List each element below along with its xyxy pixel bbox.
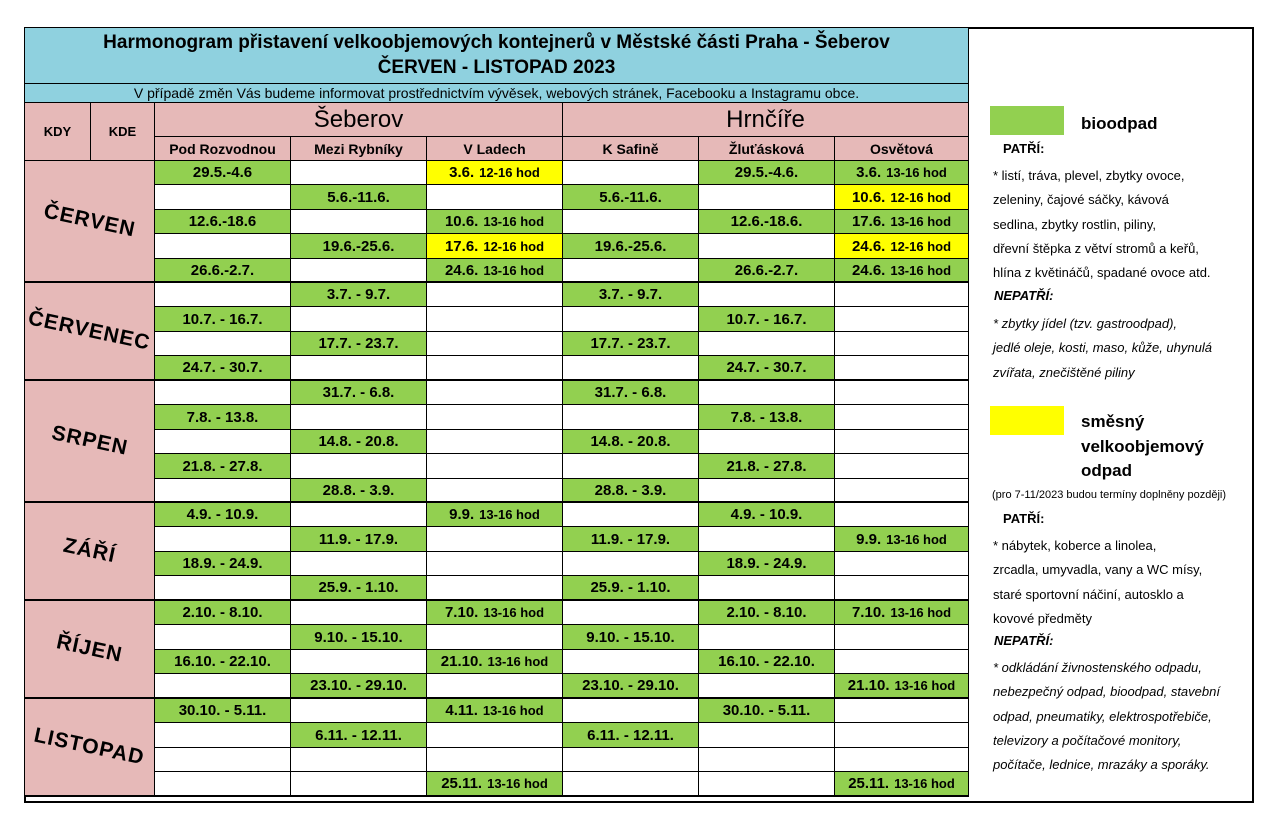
date-cell — [699, 161, 835, 185]
time-text: 13-16 hod — [886, 531, 947, 547]
date-cell — [563, 748, 699, 772]
date-cell — [155, 503, 291, 527]
date-cell — [835, 552, 969, 576]
date-cell — [155, 552, 291, 576]
date-text: 4.11. — [445, 702, 478, 719]
time-text: 13-16 hod — [890, 605, 952, 620]
date-text: 17.7. - 23.7. — [318, 335, 399, 352]
date-cell — [563, 210, 699, 234]
date-text: 18.9. - 24.9. — [182, 555, 263, 572]
date-cell — [699, 210, 835, 234]
date-cell — [291, 161, 427, 185]
date-cell — [699, 699, 835, 723]
date-text: 5.6.-11.6. — [327, 188, 390, 206]
time-text: 13-16 hod — [890, 262, 952, 278]
month-name: SRPEN — [49, 421, 130, 460]
date-cell — [563, 699, 699, 723]
legend-text-line: * listí, tráva, plevel, zbytky ovoce, — [993, 168, 1185, 183]
date-text: 9.10. - 15.10. — [314, 628, 403, 646]
date-cell — [427, 381, 563, 405]
date-cell — [563, 185, 699, 210]
date-cell — [155, 723, 291, 748]
date-cell — [563, 650, 699, 674]
date-text: 3.6. — [856, 164, 882, 181]
month-name: ŘÍJEN — [54, 630, 125, 667]
column-header: Žluťásková — [699, 137, 835, 161]
date-cell — [427, 479, 563, 503]
date-cell — [835, 699, 969, 723]
date-cell — [427, 307, 563, 332]
date-cell — [291, 674, 427, 699]
month-name: ČERVEN — [41, 199, 138, 242]
date-cell — [563, 772, 699, 797]
date-text: 17.7. - 23.7. — [590, 335, 671, 352]
month-label — [25, 699, 155, 797]
date-text: 16.10. - 22.10. — [174, 653, 271, 670]
date-text: 26.6.-2.7. — [734, 261, 799, 279]
time-text: 13-16 hod — [886, 165, 947, 180]
bio-title: bioodpad — [1081, 114, 1158, 133]
date-cell — [563, 307, 699, 332]
date-cell — [563, 723, 699, 748]
date-cell — [155, 625, 291, 650]
date-cell — [427, 161, 563, 185]
date-cell — [835, 479, 969, 503]
date-text: 10.6. — [851, 188, 886, 206]
mixed-not-label: NEPATŘÍ: — [994, 633, 1054, 648]
date-cell — [563, 601, 699, 625]
date-cell — [563, 234, 699, 259]
time-text: 13-16 hod — [483, 214, 545, 229]
date-cell — [563, 625, 699, 650]
date-cell — [835, 454, 969, 479]
date-cell — [835, 674, 969, 699]
time-text: 12-16 hod — [483, 238, 545, 254]
date-cell — [427, 527, 563, 552]
date-text: 30.10. - 5.11. — [722, 702, 811, 719]
legend-text-line: sedlina, zbytky rostlin, piliny, — [993, 216, 1157, 232]
time-text: 13-16 hod — [483, 605, 545, 620]
legend-text-line: televizory a počítačové monitory, — [993, 732, 1182, 748]
time-text: 12-16 hod — [479, 165, 540, 180]
header-kdy: KDY — [25, 103, 91, 161]
month-name: ČERVENEC — [26, 306, 153, 355]
date-cell — [291, 650, 427, 674]
time-text: 13-16 hod — [479, 507, 540, 522]
date-cell — [427, 405, 563, 430]
date-text: 3.7. - 9.7. — [326, 286, 391, 303]
date-cell — [835, 185, 969, 210]
date-text: 23.10. - 29.10. — [582, 677, 679, 694]
date-cell — [291, 503, 427, 527]
date-cell — [427, 699, 563, 723]
date-cell — [699, 185, 835, 210]
date-text: 10.6. — [444, 213, 479, 230]
date-text: 24.6. — [851, 261, 886, 279]
date-text: 7.10. — [851, 604, 886, 621]
date-cell — [155, 356, 291, 381]
date-cell — [291, 185, 427, 210]
month-label — [25, 381, 155, 503]
date-cell — [155, 576, 291, 601]
time-text: 12-16 hod — [890, 189, 952, 205]
date-cell — [563, 332, 699, 356]
date-cell — [699, 723, 835, 748]
date-cell — [835, 234, 969, 259]
date-text: 21.8. - 27.8. — [182, 457, 263, 475]
month-label — [25, 601, 155, 699]
date-cell — [427, 454, 563, 479]
date-cell — [155, 454, 291, 479]
month-name: ZÁŘÍ — [61, 533, 118, 568]
date-text: 29.5.-4.6 — [192, 164, 253, 181]
legend-text-line: hlína z květináčů, spadané ovoce atd. — [993, 265, 1211, 281]
date-cell — [291, 723, 427, 748]
date-cell — [155, 650, 291, 674]
legend-text-line: dřevní štěpka z větví stromů a keřů, — [993, 240, 1199, 256]
legend-text-line: zeleniny, čajové sáčky, kávová — [993, 192, 1169, 208]
date-cell — [427, 259, 563, 283]
date-text: 3.7. - 9.7. — [598, 286, 663, 303]
date-cell — [563, 405, 699, 430]
date-text: 7.8. - 13.8. — [186, 408, 259, 426]
date-text: 31.7. - 6.8. — [322, 384, 395, 401]
date-cell — [291, 210, 427, 234]
date-cell — [699, 674, 835, 699]
date-cell — [291, 430, 427, 454]
date-text: 11.9. - 17.9. — [318, 530, 399, 548]
month-label — [25, 161, 155, 283]
date-cell — [291, 234, 427, 259]
date-cell — [699, 772, 835, 797]
date-text: 14.8. - 20.8. — [318, 433, 399, 450]
date-cell — [291, 552, 427, 576]
date-cell — [699, 283, 835, 307]
column-header: Osvětová — [835, 137, 969, 161]
date-cell — [155, 210, 291, 234]
column-header: Mezi Rybníky — [291, 137, 427, 161]
date-text: 7.8. - 13.8. — [730, 408, 803, 426]
date-cell — [155, 283, 291, 307]
time-text: 13-16 hod — [890, 214, 952, 229]
date-cell — [427, 283, 563, 307]
legend-text-line: odpad, pneumatiky, elektrospotřebiče, — [993, 708, 1212, 724]
date-cell — [427, 576, 563, 601]
date-text: 9.9. — [449, 506, 475, 523]
time-text: 13-16 hod — [483, 262, 545, 278]
date-text: 21.10. — [847, 677, 890, 694]
date-cell — [699, 430, 835, 454]
legend-text-line: * zbytky jídel (tzv. gastroodpad), — [993, 316, 1178, 331]
date-text: 25.11. — [848, 775, 890, 792]
date-cell — [155, 405, 291, 430]
date-text: 30.10. - 5.11. — [178, 702, 267, 719]
date-cell — [291, 381, 427, 405]
date-text: 12.6.-18.6. — [730, 213, 803, 230]
date-cell — [563, 576, 699, 601]
date-cell — [563, 479, 699, 503]
date-cell — [155, 674, 291, 699]
date-cell — [291, 332, 427, 356]
legend-text-line: kovové předměty — [993, 610, 1092, 626]
date-cell — [699, 307, 835, 332]
date-text: 28.8. - 3.9. — [594, 481, 667, 499]
time-text: 13-16 hod — [487, 654, 549, 669]
time-text: 13-16 hod — [482, 703, 544, 718]
date-cell — [699, 601, 835, 625]
group-header-seberov: Šeberov — [155, 103, 563, 137]
date-cell — [291, 479, 427, 503]
notice: V případě změn Vás budeme informovat prostřednictvím vývěsek, webových stránek, Facebooku a Instagramu obce. — [25, 84, 969, 103]
date-cell — [291, 283, 427, 307]
date-cell — [563, 430, 699, 454]
legend-text-line: zrcadla, umyvadla, vany a WC mísy, — [993, 562, 1203, 578]
date-text: 10.7. - 16.7. — [182, 310, 263, 328]
date-cell — [835, 625, 969, 650]
month-label — [25, 283, 155, 381]
date-text: 9.10. - 15.10. — [586, 628, 675, 646]
date-cell — [563, 259, 699, 283]
date-cell — [835, 503, 969, 527]
date-cell — [291, 576, 427, 601]
date-cell — [699, 650, 835, 674]
date-text: 18.9. - 24.9. — [726, 555, 807, 572]
date-cell — [427, 332, 563, 356]
legend-text-line: zvířata, znečištěné piliny — [993, 364, 1135, 380]
date-cell — [291, 259, 427, 283]
date-cell — [427, 723, 563, 748]
date-cell — [699, 356, 835, 381]
legend-text-line: * odkládání živnostenského odpadu, — [993, 660, 1202, 675]
date-cell — [835, 161, 969, 185]
date-cell — [835, 748, 969, 772]
date-text: 24.7. - 30.7. — [726, 359, 807, 376]
date-cell — [835, 527, 969, 552]
date-cell — [155, 185, 291, 210]
date-cell — [835, 356, 969, 381]
legend-text-line: * nábytek, koberce a linolea, — [993, 538, 1157, 553]
date-cell — [427, 234, 563, 259]
date-cell — [563, 356, 699, 381]
date-cell — [427, 185, 563, 210]
date-cell — [835, 576, 969, 601]
date-text: 26.6.-2.7. — [190, 261, 255, 279]
mixed-swatch — [990, 406, 1064, 435]
date-text: 11.9. - 17.9. — [590, 530, 671, 548]
date-cell — [835, 381, 969, 405]
date-cell — [563, 552, 699, 576]
date-text: 6.11. - 12.11. — [315, 726, 402, 744]
date-text: 6.11. - 12.11. — [587, 726, 674, 744]
time-text: 13-16 hod — [487, 776, 548, 791]
date-text: 21.10. — [440, 653, 483, 670]
date-cell — [155, 161, 291, 185]
date-cell — [835, 601, 969, 625]
date-cell — [155, 699, 291, 723]
date-text: 12.6.-18.6 — [188, 213, 257, 230]
column-header: Pod Rozvodnou — [155, 137, 291, 161]
date-cell — [699, 479, 835, 503]
date-cell — [563, 161, 699, 185]
date-text: 3.6. — [449, 164, 475, 181]
date-text: 19.6.-25.6. — [594, 237, 667, 255]
date-text: 5.6.-11.6. — [599, 188, 662, 206]
date-text: 24.6. — [851, 237, 886, 255]
legend-text-line: staré sportovní náčiní, autosklo a — [993, 586, 1184, 602]
date-text: 10.7. - 16.7. — [726, 310, 807, 328]
date-cell — [291, 454, 427, 479]
date-cell — [699, 748, 835, 772]
date-cell — [563, 381, 699, 405]
date-cell — [835, 772, 969, 797]
date-cell — [427, 356, 563, 381]
date-text: 25.9. - 1.10. — [590, 579, 671, 596]
date-cell — [699, 332, 835, 356]
date-cell — [291, 601, 427, 625]
date-cell — [835, 650, 969, 674]
date-text: 29.5.-4.6. — [734, 164, 799, 181]
date-cell — [835, 259, 969, 283]
date-cell — [291, 405, 427, 430]
date-cell — [155, 748, 291, 772]
date-text: 9.9. — [856, 530, 882, 548]
time-text: 13-16 hod — [894, 678, 956, 693]
mixed-belongs-label: PATŘÍ: — [1003, 511, 1045, 526]
date-text: 24.7. - 30.7. — [182, 359, 263, 376]
date-cell — [427, 430, 563, 454]
legend-text-line: počítače, lednice, mrazáky a sporáky. — [993, 757, 1210, 773]
date-cell — [155, 307, 291, 332]
bio-not-label: NEPATŘÍ: — [994, 288, 1054, 303]
date-cell — [563, 503, 699, 527]
page-title: Harmonogram přistavení velkoobjemových kontejnerů v Městské části Praha - Šeberov ČERVEN - LISTOPAD 2023 — [25, 28, 969, 84]
date-cell — [291, 748, 427, 772]
date-cell — [155, 381, 291, 405]
date-cell — [155, 234, 291, 259]
date-text: 25.11. — [441, 775, 483, 792]
date-cell — [427, 503, 563, 527]
bio-swatch — [990, 106, 1064, 135]
date-cell — [563, 527, 699, 552]
date-cell — [155, 430, 291, 454]
date-cell — [699, 625, 835, 650]
date-cell — [155, 332, 291, 356]
mixed-title-2: velkoobjemový — [1081, 437, 1204, 456]
date-cell — [563, 674, 699, 699]
date-text: 17.6. — [851, 213, 886, 230]
date-cell — [155, 601, 291, 625]
date-cell — [699, 234, 835, 259]
date-cell — [291, 307, 427, 332]
date-cell — [699, 454, 835, 479]
date-text: 23.10. - 29.10. — [310, 677, 407, 694]
date-cell — [427, 210, 563, 234]
mixed-title-1: směsný — [1081, 412, 1145, 431]
date-text: 4.9. - 10.9. — [186, 506, 259, 523]
time-text: 13-16 hod — [894, 776, 955, 791]
date-cell — [427, 772, 563, 797]
group-header-hrncire: Hrnčíře — [563, 103, 969, 137]
date-cell — [835, 307, 969, 332]
date-cell — [155, 479, 291, 503]
date-text: 25.9. - 1.10. — [318, 579, 399, 596]
date-text: 7.10. — [444, 604, 479, 621]
date-cell — [427, 674, 563, 699]
date-cell — [835, 723, 969, 748]
date-text: 4.9. - 10.9. — [730, 506, 803, 523]
date-cell — [835, 405, 969, 430]
date-cell — [155, 259, 291, 283]
date-cell — [563, 454, 699, 479]
date-cell — [291, 356, 427, 381]
date-text: 2.10. - 8.10. — [726, 604, 807, 621]
column-header: K Safině — [563, 137, 699, 161]
date-cell — [699, 527, 835, 552]
month-name: LISTOPAD — [32, 723, 147, 770]
date-cell — [699, 503, 835, 527]
date-text: 19.6.-25.6. — [322, 237, 395, 255]
date-cell — [155, 527, 291, 552]
date-text: 17.6. — [444, 237, 479, 255]
date-cell — [427, 552, 563, 576]
column-header: V Ladech — [427, 137, 563, 161]
date-cell — [699, 259, 835, 283]
date-cell — [835, 210, 969, 234]
bio-belongs-label: PATŘÍ: — [1003, 141, 1045, 156]
legend-text-line: jedlé oleje, kosti, maso, kůže, uhynulá — [993, 340, 1212, 356]
date-cell — [427, 748, 563, 772]
date-text: 28.8. - 3.9. — [322, 481, 395, 499]
date-text: 24.6. — [444, 261, 479, 279]
date-cell — [835, 283, 969, 307]
date-text: 16.10. - 22.10. — [718, 653, 815, 670]
date-cell — [699, 381, 835, 405]
date-cell — [835, 430, 969, 454]
date-cell — [699, 576, 835, 601]
date-cell — [427, 650, 563, 674]
mixed-title-3: odpad — [1081, 461, 1132, 480]
date-text: 2.10. - 8.10. — [182, 604, 263, 621]
date-text: 31.7. - 6.8. — [594, 384, 667, 401]
date-text: 21.8. - 27.8. — [726, 457, 807, 475]
month-label — [25, 503, 155, 601]
date-cell — [291, 625, 427, 650]
time-text: 12-16 hod — [890, 238, 952, 254]
date-cell — [699, 552, 835, 576]
date-cell — [155, 772, 291, 797]
date-cell — [427, 625, 563, 650]
date-cell — [835, 332, 969, 356]
date-cell — [291, 527, 427, 552]
date-cell — [291, 699, 427, 723]
date-cell — [699, 405, 835, 430]
legend-text-line: nebezpečný odpad, bioodpad, stavební — [993, 684, 1220, 700]
date-cell — [291, 772, 427, 797]
date-cell — [563, 283, 699, 307]
header-kde: KDE — [91, 103, 155, 161]
mixed-note: (pro 7-11/2023 budou termíny doplněny později) — [992, 489, 1227, 501]
date-text: 14.8. - 20.8. — [590, 433, 671, 450]
date-cell — [427, 601, 563, 625]
